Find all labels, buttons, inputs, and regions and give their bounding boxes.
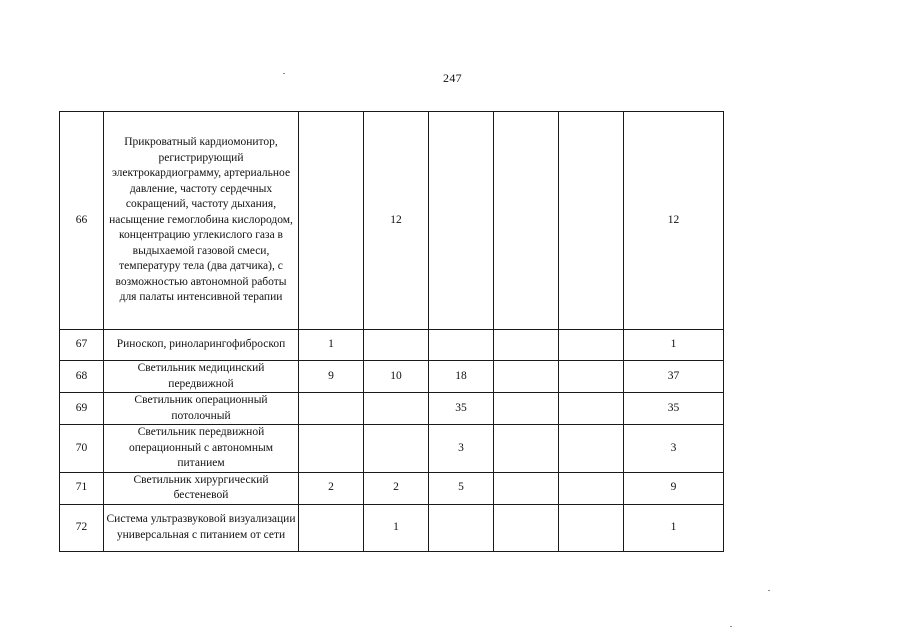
row-number: 71 [60,472,104,504]
quantity-cell [559,361,624,393]
quantity-cell: 5 [429,472,494,504]
scan-speck [730,626,732,627]
quantity-cell [299,393,364,425]
quantity-cell [429,112,494,330]
equipment-table [59,111,724,552]
quantity-cell [559,472,624,504]
table-row [60,504,724,551]
scan-speck [768,590,770,591]
row-number: 70 [60,425,104,473]
quantity-cell [494,330,559,361]
quantity-cell [494,472,559,504]
table-row [60,472,724,504]
quantity-cell [559,112,624,330]
quantity-cell: 2 [299,472,364,504]
quantity-cell [299,504,364,551]
scan-speck [283,73,285,74]
equipment-name: Светильник передвижной операционный с автономным питанием [104,425,299,473]
quantity-cell [299,425,364,473]
equipment-name: Система ультразвуковой визуализации универсальная с питанием от сети [104,504,299,551]
total-cell: 35 [624,393,724,425]
quantity-cell [429,504,494,551]
total-cell: 37 [624,361,724,393]
quantity-cell [559,504,624,551]
quantity-cell [559,393,624,425]
equipment-name: Светильник хирургический бестеневой [104,472,299,504]
quantity-cell [494,425,559,473]
quantity-cell: 3 [429,425,494,473]
quantity-cell: 9 [299,361,364,393]
equipment-name: Светильник медицинский передвижной [104,361,299,393]
quantity-cell [364,425,429,473]
quantity-cell: 2 [364,472,429,504]
table-row [60,393,724,425]
quantity-cell [299,112,364,330]
row-number: 72 [60,504,104,551]
row-number: 68 [60,361,104,393]
quantity-cell [494,393,559,425]
equipment-name: Риноскоп, риноларингофиброскоп [104,330,299,361]
quantity-cell [364,330,429,361]
table-row [60,330,724,361]
table-row [60,112,724,330]
quantity-cell [494,504,559,551]
quantity-cell [429,330,494,361]
quantity-cell [559,425,624,473]
quantity-cell: 1 [364,504,429,551]
total-cell: 1 [624,504,724,551]
total-cell: 1 [624,330,724,361]
total-cell: 3 [624,425,724,473]
quantity-cell: 1 [299,330,364,361]
table-row [60,425,724,473]
quantity-cell: 18 [429,361,494,393]
row-number: 67 [60,330,104,361]
equipment-name: Прикроватный кардиомонитор, регистрирующий электрокардиограмму, артериальное давление, частоту сердечных сокращений, частоту дыхания, насыщение гемоглобина кислородом, концентрацию углекислого газа в выдыхаемой газовой смеси, температуру тела (два датчика), с возможностью автономной работы для палаты интенсивной терапии [104,112,299,330]
quantity-cell: 10 [364,361,429,393]
total-cell: 12 [624,112,724,330]
quantity-cell [494,112,559,330]
table-row [60,361,724,393]
quantity-cell: 12 [364,112,429,330]
row-number: 69 [60,393,104,425]
total-cell: 9 [624,472,724,504]
equipment-name: Светильник операционный потолочный [104,393,299,425]
page-number: 247 [443,71,462,85]
quantity-cell [559,330,624,361]
quantity-cell: 35 [429,393,494,425]
row-number: 66 [60,112,104,330]
quantity-cell [364,393,429,425]
quantity-cell [494,361,559,393]
